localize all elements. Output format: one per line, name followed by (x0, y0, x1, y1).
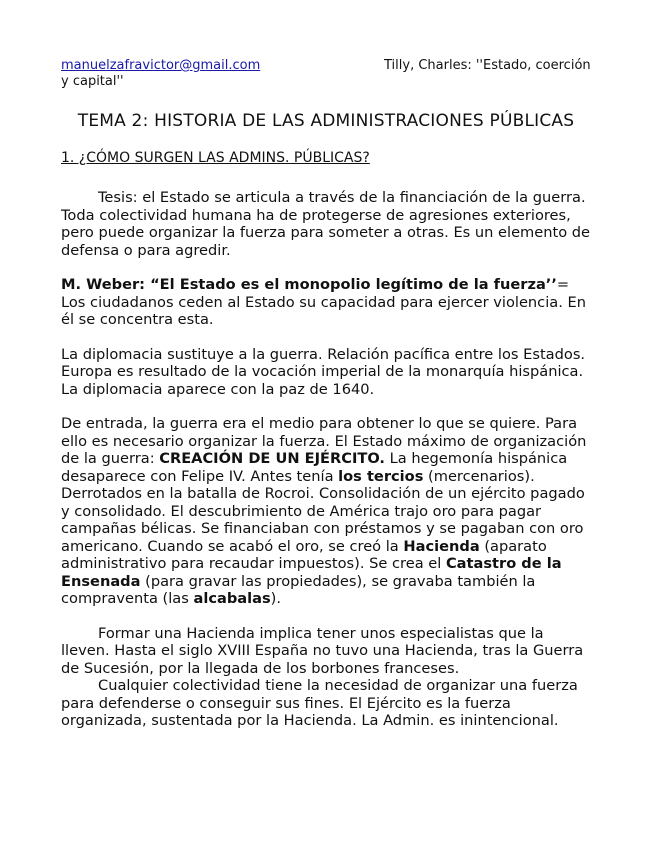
war-bold-catastro: Catastro de la Ensenada (61, 555, 562, 590)
email-link[interactable]: manuelzafravictor@gmail.com (61, 58, 261, 73)
weber-rest: = Los ciudadanos ceden al Estado su capacidad para ejercer violencia. En él se concentra esta. (61, 276, 586, 328)
paragraph-army: Cualquier colectividad tiene la necesidad de organizar una fuerza para defenderse o conseguir sus fines. El Ejército es la fuerza organizada, sustentada por la Hacienda. La Admin. es inintencional. (61, 677, 578, 729)
war-text-5: (para gravar las propiedades), se gravaba también la compraventa (las (61, 572, 536, 607)
document-page (61, 58, 591, 730)
citation-line-2: y capital'' (61, 74, 124, 89)
war-text-4: (aparato administrativo para recaudar impuestos). Se crea el (61, 537, 547, 572)
paragraph-thesis: Tesis: el Estado se articula a través de la financiación de la guerra. (98, 189, 586, 206)
war-text-3: (mercenarios). Derrotados en la batalla de Rocroi. Consolidación de un ejército pagado y consolidado. El descubrimiento de América trajo oro para pagar campañas bélicas. Se financiaban con préstamos y se pagaban con oro americano. Cuando se acabó el oro, se creó la (61, 467, 585, 555)
paragraph-hacienda: Formar una Hacienda implica tener unos especialistas que la lleven. Hasta el siglo XVIII España no tuvo una Hacienda, tras la Guerra de Sucesión, por la llegada de los borbones franceses. (61, 624, 584, 677)
war-bold-alcabalas: alcabalas (193, 590, 271, 607)
paragraph-weber (61, 276, 591, 329)
paragraph-diplomacy: La diplomacia sustituye a la guerra. Relación pacífica entre los Estados. Europa es resultado de la vocación imperial de la monarquía hispánica. La diplomacia aparece con la paz de 1640. (61, 345, 586, 398)
page-header (61, 58, 591, 74)
war-text-1: De entrada, la guerra era el medio para obtener lo que se quiere. Para ello es necesario organizar la fuerza. El Estado máximo de organización de la guerra: (61, 415, 587, 467)
document-title: TEMA 2: HISTORIA DE LAS ADMINISTRACIONES PÚBLICAS (77, 111, 575, 131)
war-bold-tercios: los tercios (338, 467, 424, 485)
war-text-6: ). (270, 590, 282, 607)
paragraph-collectivity: Toda colectividad humana ha de protegerse de agresiones exteriores, pero puede organizar la fuerza para someter a otras. Es un elemento de defensa o para agredir. (61, 206, 591, 259)
citation-line-1: Tilly, Charles: ''Estado, coerción (384, 58, 591, 73)
weber-quote: M. Weber: “El Estado es el monopolio legítimo de la fuerza’’ (61, 276, 557, 293)
section-heading: 1. ¿CÓMO SURGEN LAS ADMINS. PÚBLICAS? (61, 150, 370, 166)
war-bold-army: CREACIÓN DE UN EJÉRCITO. (159, 450, 385, 467)
paragraph-war (61, 415, 591, 608)
war-text-2: La hegemonía hispánica desaparece con Felipe IV. Antes tenía (61, 450, 568, 485)
war-bold-hacienda: Hacienda (403, 537, 480, 555)
